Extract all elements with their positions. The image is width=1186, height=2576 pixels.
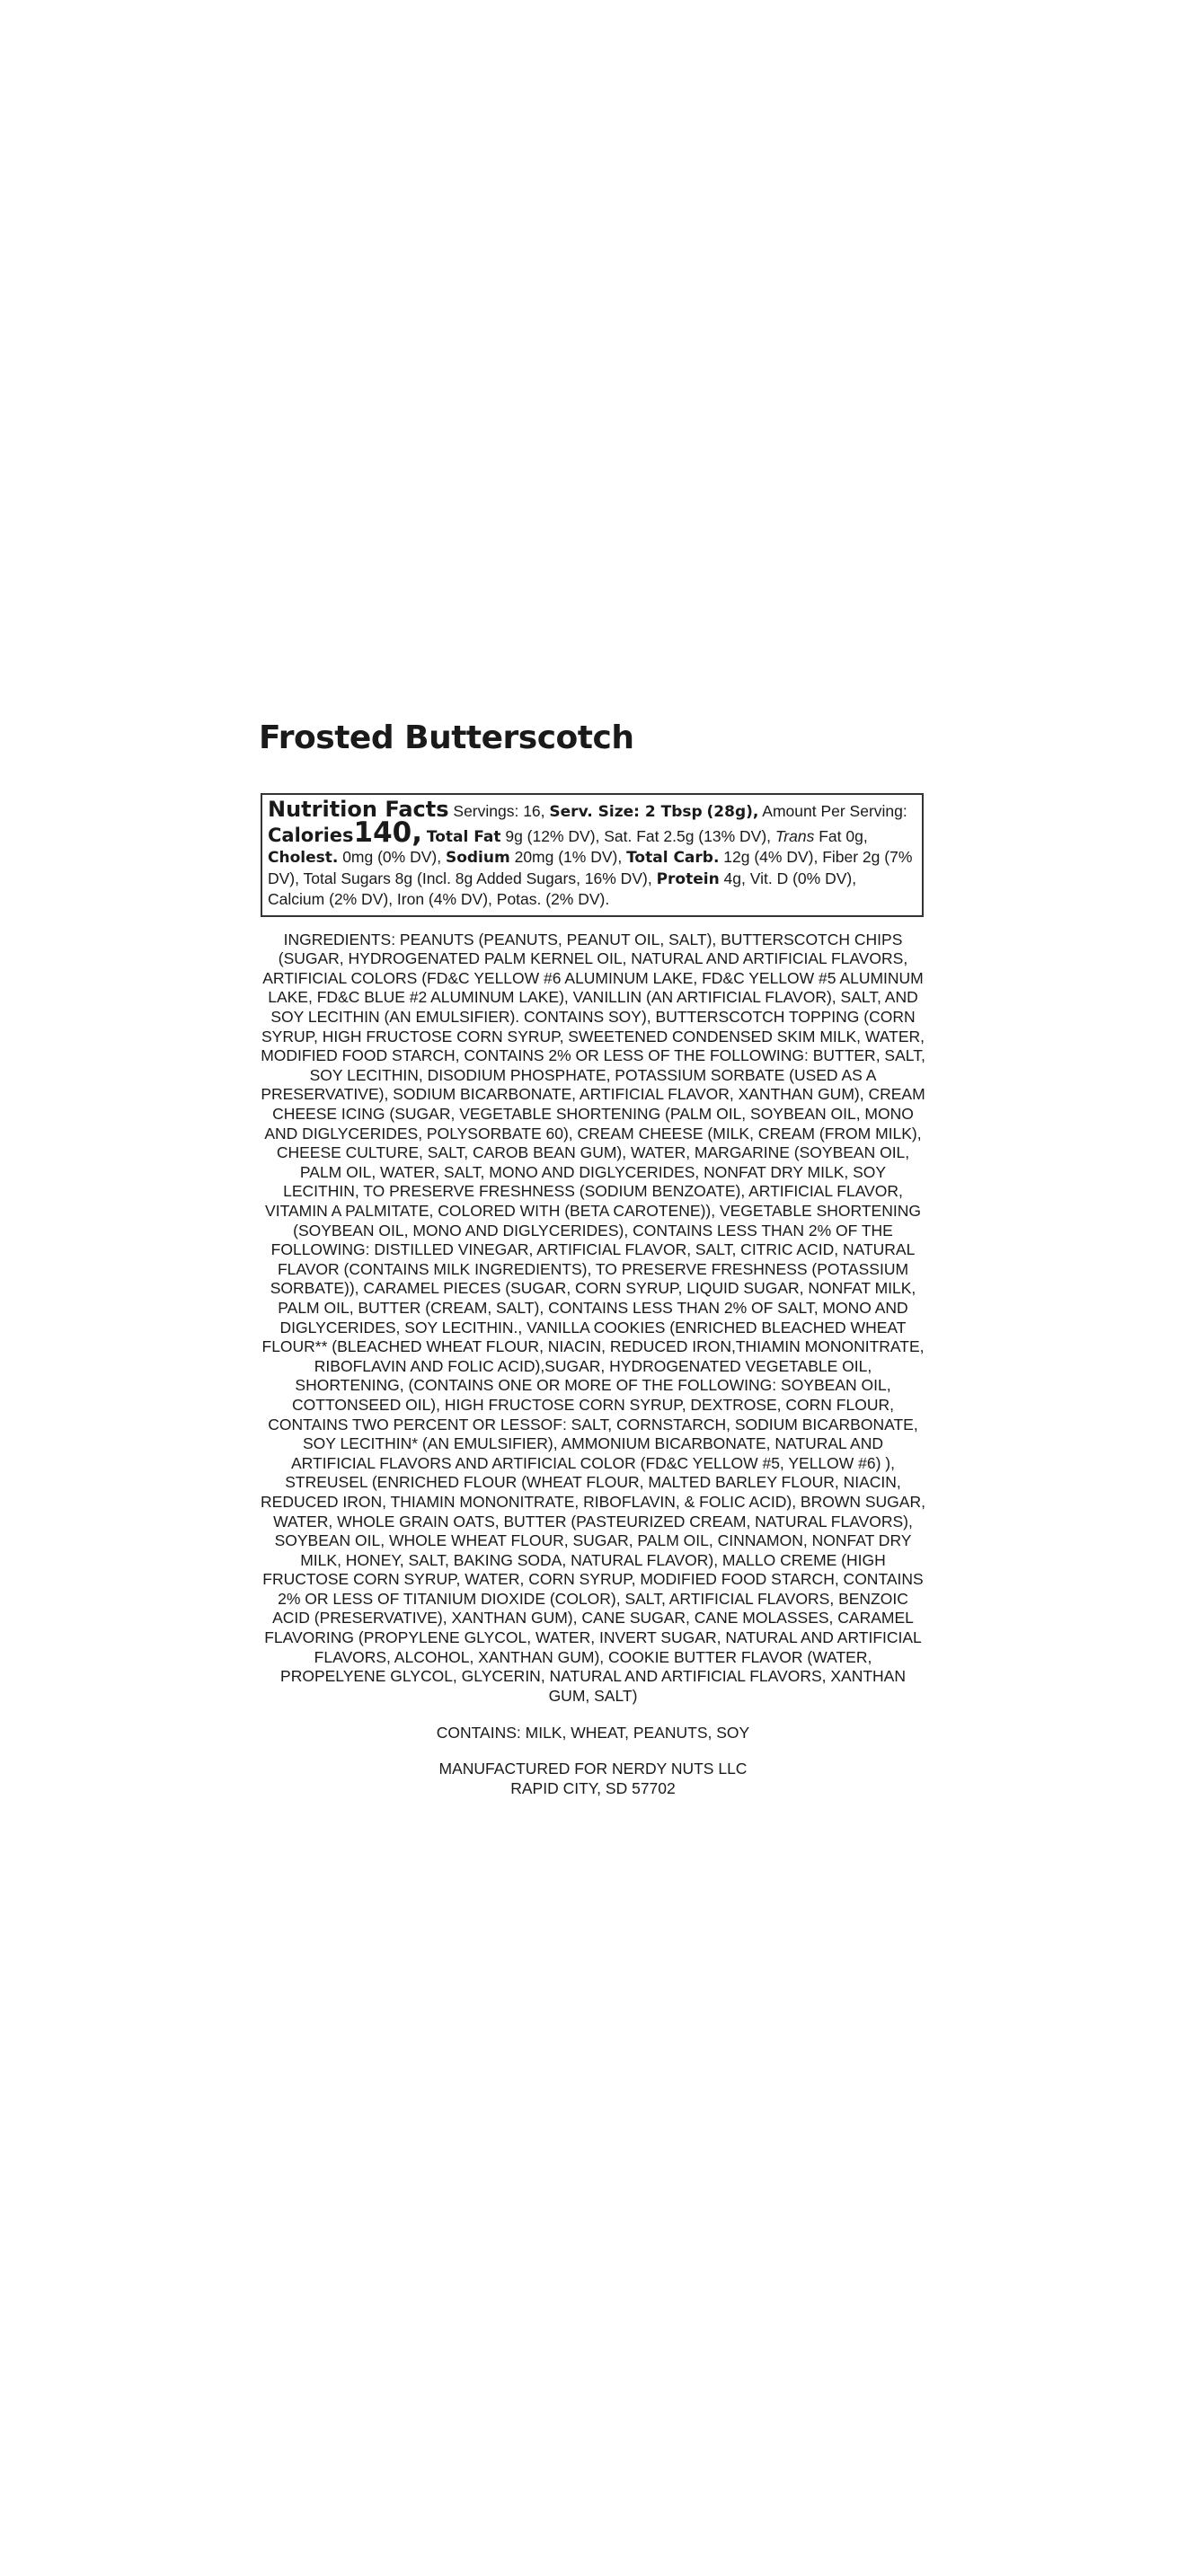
- product-label: [261, 719, 925, 1798]
- cholesterol-label: Cholest.: [268, 849, 339, 868]
- nutrition-facts-box: [261, 793, 924, 917]
- total-carb-label: Total Carb.: [626, 849, 720, 868]
- servings: Servings: 16,: [453, 802, 545, 821]
- calories-value: 140,: [353, 816, 423, 849]
- protein-value: 4g,: [723, 869, 746, 887]
- serving-size-label: Serv. Size: 2 Tbsp: [549, 803, 703, 822]
- sodium-value: 20mg (1% DV),: [514, 848, 623, 867]
- trans-value: Fat 0g,: [819, 826, 868, 845]
- serving-size-value: (28g),: [706, 803, 759, 822]
- total-fat-value: 9g (12% DV), Sat. Fat 2.5g (13% DV),: [505, 826, 772, 845]
- product-title: Frosted Butterscotch: [259, 719, 634, 756]
- cholesterol-value: 0mg (0% DV),: [342, 848, 442, 867]
- allergen-statement: CONTAINS: MILK, WHEAT, PEANUTS, SOY: [436, 1724, 750, 1742]
- total-fat-label: Total Fat: [426, 827, 501, 846]
- manufacturer-address: RAPID CITY, SD 57702: [510, 1779, 676, 1798]
- nutrition-facts-heading: Nutrition Facts: [268, 797, 449, 823]
- manufacturer-info: [261, 1759, 925, 1798]
- sodium-label: Sodium: [445, 849, 510, 868]
- ingredients-list: INGREDIENTS: PEANUTS (PEANUTS, PEANUT OIL, SALT), BUTTERSCOTCH CHIPS (SUGAR, HYDROGENATED PALM KERNEL OIL, NATURAL AND ARTIFICIAL FLAVORS, ARTIFICIAL COLORS (FD&C YELLOW #6 ALUMINUM LAKE, FD&C YELLOW #5 ALUMINUM LAKE, FD&C BLUE #2 ALUMINUM LAKE), VANILLIN (AN ARTIFICIAL FLAVOR), SALT, AND SOY LECITHIN (AN EMULSIFIER). CONTAINS SOY), BUTTERSCOTCH TOPPING (CORN SYRUP, HIGH FRUCTOSE CORN SYRUP, SWEETENED CONDENSED SKIM MILK, WATER, MODIFIED FOOD STARCH, CONTAINS 2% OR LESS OF THE FOLLOWING: BUTTER, SALT, SOY LECITHIN, DISODIUM PHOSPHATE, POTASSIUM SORBATE (USED AS A PRESERVATIVE), SODIUM BICARBONATE, ARTIFICIAL FLAVOR, XANTHAN GUM), CREAM CHEESE ICING (SUGAR, VEGETABLE SHORTENING (PALM OIL, SOYBEAN OIL, MONO AND DIGLYCERIDES, POLYSORBATE 60), CREAM CHEESE (MILK, CREAM (FROM MILK), CHEESE CULTURE, SALT, CAROB BEAN GUM), WATER, MARGARINE (SOYBEAN OIL, PALM OIL, WATER, SALT, MONO AND DIGLYCERIDES, NONFAT DRY MILK, SOY LECITHIN, TO PRESERVE FRESHNESS (SODIUM BENZOATE), ARTIFICIAL FLAVOR, VITAMIN A PALMITATE, COLORED WITH (BETA CAROTENE)), VEGETABLE SHORTENING (SOYBEAN OIL, MONO AND DIGLYCERIDES), CONTAINS LESS THAN 2% OF THE FOLLOWING: DISTILLED VINEGAR, ARTIFICIAL FLAVOR, SALT, CITRIC ACID, NATURAL FLAVOR (CONTAINS MILK INGREDIENTS), TO PRESERVE FRESHNESS (POTASSIUM SORBATE)), CARAMEL PIECES (SUGAR, CORN SYRUP, LIQUID SUGAR, NONFAT MILK, PALM OIL, BUTTER (CREAM, SALT), CONTAINS LESS THAN 2% OF SALT, MONO AND DIGLYCERIDES, SOY LECITHIN., VANILLA COOKIES (ENRICHED BLEACHED WHEAT FLOUR** (BLEACHED WHEAT FLOUR, NIACIN, REDUCED IRON,THIAMIN MONONITRATE, RIBOFLAVIN AND FOLIC ACID),SUGAR, HYDROGENATED VEGETABLE OIL, SHORTENING, (CONTAINS ONE OR MORE OF THE FOLLOWING: SOYBEAN OIL, COTTONSEED OIL), HIGH FRUCTOSE CORN SYRUP, DEXTROSE, CORN FLOUR, CONTAINS TWO PERCENT OR LESSOF: SALT, CORNSTARCH, SODIUM BICARBONATE, SOY LECITHIN* (AN EMULSIFIER), AMMONIUM BICARBONATE, NATURAL AND ARTIFICIAL FLAVORS AND ARTIFICIAL COLOR (FD&C YELLOW #5, YELLOW #6) ), STREUSEL (ENRICHED FLOUR (WHEAT FLOUR, MALTED BARLEY FLOUR, NIACIN, REDUCED IRON, THIAMIN MONONITRATE, RIBOFLAVIN, & FOLIC ACID), BROWN SUGAR, WATER, WHOLE GRAIN OATS, BUTTER (PASTEURIZED CREAM, NATURAL FLAVORS), SOYBEAN OIL, WHOLE WHEAT FLOUR, SUGAR, PALM OIL, CINNAMON, NONFAT DRY MILK, HONEY, SALT, BAKING SODA, NATURAL FLAVOR), MALLO CREME (HIGH FRUCTOSE CORN SYRUP, WATER, CORN SYRUP, MODIFIED FOOD STARCH, CONTAINS 2% OR LESS OF TITANIUM DIOXIDE (COLOR), SALT, ARTIFICIAL FLAVORS, BENZOIC ACID (PRESERVATIVE), XANTHAN GUM), CANE SUGAR, CANE MOLASSES, CARAMEL FLAVORING (PROPYLENE GLYCOL, WATER, INVERT SUGAR, NATURAL AND ARTIFICIAL FLAVORS, ALCOHOL, XANTHAN GUM), COOKIE BUTTER FLAVOR (WATER, PROPELYENE GLYCOL, GLYCERIN, NATURAL AND ARTIFICIAL FLAVORS, XANTHAN GUM, SALT): [261, 930, 925, 1705]
- trans-label: Trans: [774, 826, 815, 845]
- vitamins-minerals: Vit. D (0% DV), Calcium (2% DV), Iron (4% DV), Potas. (2% DV).: [268, 869, 857, 909]
- manufacturer-name: MANUFACTURED FOR NERDY NUTS LLC: [438, 1760, 748, 1778]
- calories-label: Calories: [268, 824, 354, 846]
- protein-label: Protein: [656, 869, 720, 888]
- amount-per-serving: Amount Per Serving:: [762, 802, 907, 821]
- total-carb-value: 12g (4% DV), Fiber 2g (7% DV), Total Sugars 8g (Incl. 8g Added Sugars, 16% DV),: [268, 848, 913, 887]
